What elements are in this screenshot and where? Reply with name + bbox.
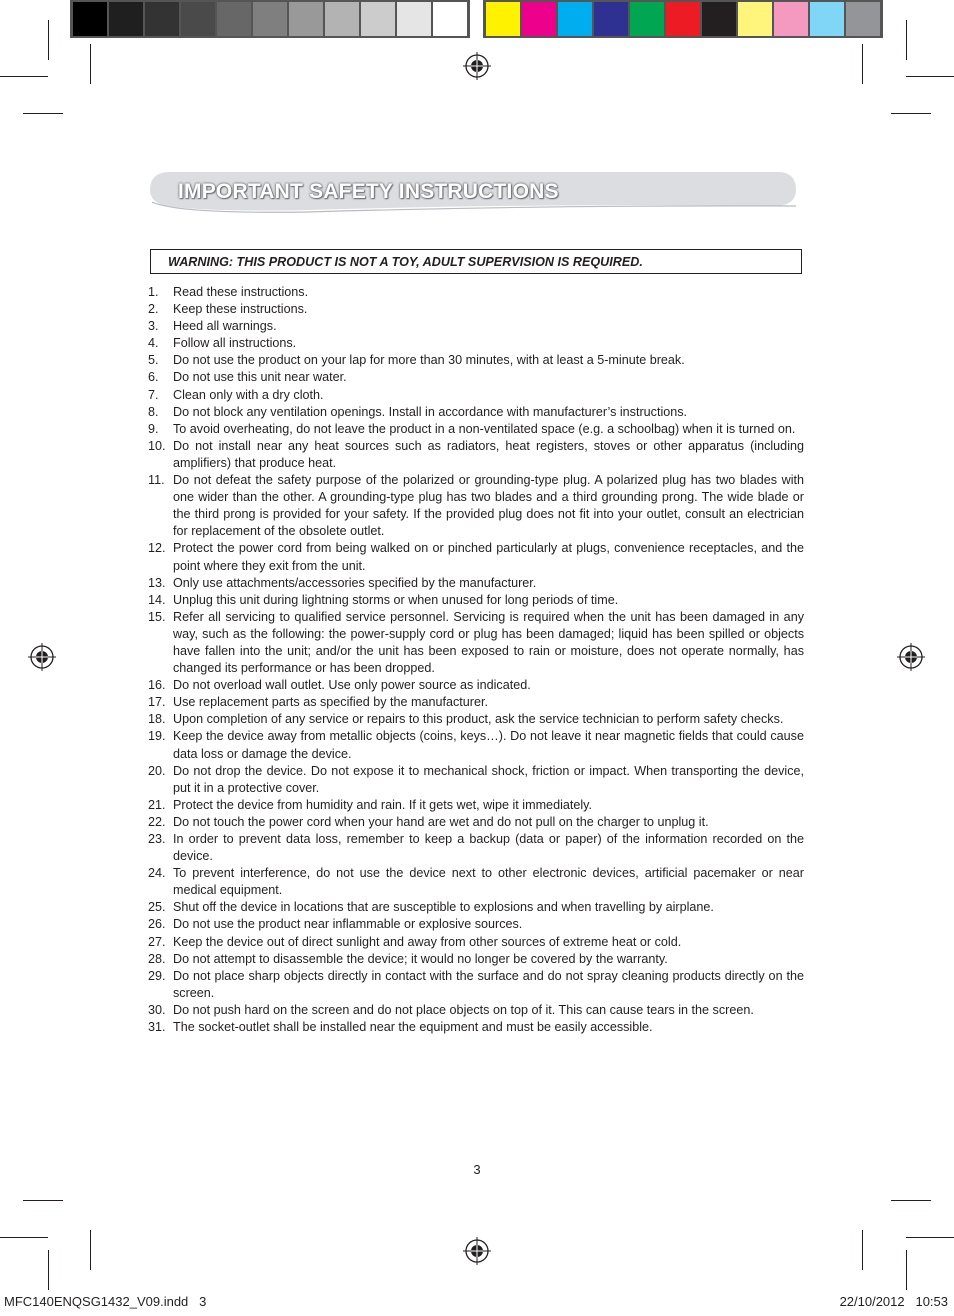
instruction-text: Do not block any ventilation openings. Install in accordance with manufacturer’s instructions. xyxy=(173,404,688,419)
instruction-text: Do not drop the device. Do not expose it to mechanical shock, friction or impact. When transporting the device, put it in a protective cover. xyxy=(173,763,804,795)
instruction-text: Protect the device from humidity and rain. If it gets wet, wipe it immediately. xyxy=(173,797,593,812)
crop-mark xyxy=(906,20,907,60)
instruction-item xyxy=(148,797,804,814)
registration-mark-icon xyxy=(463,1237,491,1265)
instruction-number: 1. xyxy=(148,285,159,299)
registration-mark-icon xyxy=(463,52,491,80)
instruction-text: Do not overload wall outlet. Use only power source as indicated. xyxy=(173,678,531,693)
instruction-number: 2. xyxy=(148,302,159,317)
instruction-item xyxy=(148,609,804,677)
registration-mark-icon xyxy=(897,643,925,671)
warning-box xyxy=(150,249,802,274)
color-swatch xyxy=(486,2,520,36)
instruction-number: 17. xyxy=(148,695,166,710)
crop-mark xyxy=(90,1230,91,1270)
instruction-text: Follow all instructions. xyxy=(173,336,297,351)
crop-mark xyxy=(906,76,954,77)
instruction-list xyxy=(148,284,804,1036)
instruction-number: 16. xyxy=(148,678,166,693)
crop-mark xyxy=(48,1250,49,1290)
crop-mark xyxy=(906,1250,907,1290)
instruction-number: 31. xyxy=(148,1020,166,1035)
instruction-number: 6. xyxy=(148,370,159,385)
instruction-number: 12. xyxy=(148,541,166,556)
instruction-item xyxy=(148,899,804,916)
instruction-text: Refer all servicing to qualified service personnel. Servicing is required when the unit has been damaged in any way, such as the following: the power-supply cord or plug has been damaged; liquid has been spilled or objects have fallen into the unit; and/or the unit has been exposed to rain or moisture, does not operate normally, has changed its performance or has been dropped. xyxy=(173,609,804,676)
crop-mark xyxy=(891,113,931,114)
instruction-item xyxy=(148,1019,804,1036)
instruction-text: Do not push hard on the screen and do not place objects on top of it. This can cause tears in the screen. xyxy=(173,1002,754,1017)
instruction-number: 5. xyxy=(148,353,159,368)
instruction-number: 9. xyxy=(148,421,159,436)
instruction-item xyxy=(148,916,804,933)
color-swatch xyxy=(433,2,467,36)
instruction-number: 23. xyxy=(148,832,166,846)
instruction-text: Do not defeat the safety purpose of the polarized or grounding-type plug. A polarized plug has two blades with one wider than the other. A grounding-type plug has two blades and a third grounding prong. The wide blade or the third prong is provided for your safety. If the provided plug does not fit into your outlet, consult an electrician for replacement of the obsolete outlet. xyxy=(173,473,804,539)
instruction-text: Unplug this unit during lightning storms or when unused for long periods of time. xyxy=(173,592,619,607)
instruction-item xyxy=(148,592,804,609)
instruction-item xyxy=(148,951,804,968)
instruction-item xyxy=(148,677,804,694)
instruction-item xyxy=(148,387,804,404)
instruction-text: Do not use this unit near water. xyxy=(173,370,347,385)
instruction-text: Keep these instructions. xyxy=(173,302,308,317)
instruction-text: The socket-outlet shall be installed near the equipment and must be easily accessible. xyxy=(173,1020,653,1035)
color-swatch xyxy=(810,2,844,36)
instruction-item xyxy=(148,404,804,421)
crop-mark xyxy=(891,1200,931,1201)
page-number: 3 xyxy=(473,1162,481,1177)
crop-mark xyxy=(23,1200,63,1201)
instruction-text: Keep the device out of direct sunlight and away from other sources of extreme heat or cold. xyxy=(173,934,682,949)
color-swatch xyxy=(253,2,287,36)
registration-mark-icon xyxy=(28,643,56,671)
instruction-number: 14. xyxy=(148,592,166,607)
instruction-item xyxy=(148,369,804,386)
instruction-text: Keep the device away from metallic objects (coins, keys…). Do not leave it near magnetic fields that could cause data loss or damage the device. xyxy=(173,729,804,761)
instruction-number: 4. xyxy=(148,336,159,351)
crop-mark xyxy=(906,1237,954,1238)
instruction-number: 10. xyxy=(148,438,166,453)
instruction-text: In order to prevent data loss, remember to keep a backup (data or paper) of the information recorded on the device. xyxy=(173,832,804,864)
color-swatch xyxy=(217,2,251,36)
instruction-number: 13. xyxy=(148,575,166,590)
page-title: IMPORTANT SAFETY INSTRUCTIONS xyxy=(178,180,559,203)
instruction-item xyxy=(148,711,804,728)
color-swatch xyxy=(522,2,556,36)
instruction-item xyxy=(148,865,804,899)
instruction-item xyxy=(148,352,804,369)
instruction-text: Read these instructions. xyxy=(173,285,309,299)
crop-mark xyxy=(862,1230,863,1270)
instruction-item xyxy=(148,284,804,301)
instruction-item xyxy=(148,831,804,865)
instruction-text: Use replacement parts as specified by the manufacturer. xyxy=(173,695,489,710)
color-swatch xyxy=(325,2,359,36)
instruction-number: 20. xyxy=(148,763,166,778)
footer-timestamp: 22/10/2012 10:53 xyxy=(839,1294,948,1309)
instruction-item xyxy=(148,335,804,352)
instruction-number: 21. xyxy=(148,797,166,812)
instruction-number: 18. xyxy=(148,712,166,727)
instruction-text: Only use attachments/accessories specified by the manufacturer. xyxy=(173,575,537,590)
crop-mark xyxy=(23,113,63,114)
color-swatch xyxy=(630,2,664,36)
instruction-text: Do not place sharp objects directly in contact with the surface and do not spray cleaning products directly on the screen. xyxy=(173,968,804,1000)
instruction-item xyxy=(148,814,804,831)
color-swatch xyxy=(181,2,215,36)
instruction-item xyxy=(148,438,804,472)
instruction-text: Do not install near any heat sources such as radiators, heat registers, stoves or other apparatus (including amplifiers) that produce heat. xyxy=(173,438,804,470)
instruction-number: 28. xyxy=(148,951,166,966)
instruction-number: 7. xyxy=(148,387,159,402)
color-calibration-bar xyxy=(483,0,883,38)
instruction-item xyxy=(148,318,804,335)
footer-file-name: MFC140ENQSG1432_V09.indd 3 xyxy=(4,1294,207,1309)
instruction-number: 25. xyxy=(148,900,166,915)
warning-text: WARNING: THIS PRODUCT IS NOT A TOY, ADULT SUPERVISION IS REQUIRED. xyxy=(168,255,643,269)
instruction-item xyxy=(148,728,804,762)
instruction-number: 22. xyxy=(148,814,166,829)
instruction-item xyxy=(148,694,804,711)
instruction-number: 30. xyxy=(148,1002,166,1017)
instruction-text: Protect the power cord from being walked on or pinched particularly at plugs, convenience receptacles, and the point where they exit from the unit. xyxy=(173,541,804,573)
instruction-item xyxy=(148,301,804,318)
instruction-item xyxy=(148,540,804,574)
instruction-text: To avoid overheating, do not leave the product in a non-ventilated space (e.g. a schoolbag) when it is turned on. xyxy=(173,421,796,436)
instruction-item xyxy=(148,1002,804,1019)
crop-mark xyxy=(862,44,863,84)
crop-mark xyxy=(90,44,91,84)
color-swatch xyxy=(289,2,323,36)
instruction-item xyxy=(148,934,804,951)
color-swatch xyxy=(397,2,431,36)
instruction-item xyxy=(148,472,804,540)
instruction-item xyxy=(148,968,804,1002)
color-swatch xyxy=(666,2,700,36)
instruction-text: Heed all warnings. xyxy=(173,319,277,334)
instruction-text: To prevent interference, do not use the device next to other electronic devices, artificial pacemaker or near medical equipment. xyxy=(173,866,804,898)
instruction-text: Do not use the product near inflammable or explosive sources. xyxy=(173,917,523,932)
color-swatch xyxy=(738,2,772,36)
instruction-text: Do not use the product on your lap for more than 30 minutes, with at least a 5-minute break. xyxy=(173,353,685,368)
color-swatch xyxy=(73,2,107,36)
color-swatch xyxy=(594,2,628,36)
instruction-number: 24. xyxy=(148,866,166,881)
color-swatch xyxy=(702,2,736,36)
instruction-item xyxy=(148,763,804,797)
instruction-text: Clean only with a dry cloth. xyxy=(173,387,324,402)
color-swatch xyxy=(361,2,395,36)
color-swatch xyxy=(109,2,143,36)
instruction-text: Do not touch the power cord when your hand are wet and do not pull on the charger to unplug it. xyxy=(173,814,709,829)
color-swatch xyxy=(145,2,179,36)
title-banner xyxy=(148,170,800,220)
grayscale-calibration-bar xyxy=(70,0,470,38)
crop-mark xyxy=(0,1237,48,1238)
instruction-item xyxy=(148,575,804,592)
instruction-item xyxy=(148,421,804,438)
crop-mark xyxy=(48,20,49,60)
crop-mark xyxy=(0,76,48,77)
instruction-text: Shut off the device in locations that are susceptible to explosions and when travelling by airplane. xyxy=(173,900,714,915)
instruction-number: 3. xyxy=(148,319,159,334)
color-swatch xyxy=(558,2,592,36)
instruction-text: Do not attempt to disassemble the device; it would no longer be covered by the warranty. xyxy=(173,951,668,966)
instruction-text: Upon completion of any service or repairs to this product, ask the service technician to perform safety checks. xyxy=(173,712,784,727)
instruction-number: 19. xyxy=(148,729,166,744)
color-swatch xyxy=(846,2,880,36)
instruction-number: 26. xyxy=(148,917,166,932)
color-swatch xyxy=(774,2,808,36)
instruction-number: 8. xyxy=(148,404,159,419)
instruction-number: 29. xyxy=(148,968,166,983)
instruction-number: 15. xyxy=(148,609,166,624)
instruction-number: 11. xyxy=(148,473,165,488)
instruction-number: 27. xyxy=(148,934,166,949)
